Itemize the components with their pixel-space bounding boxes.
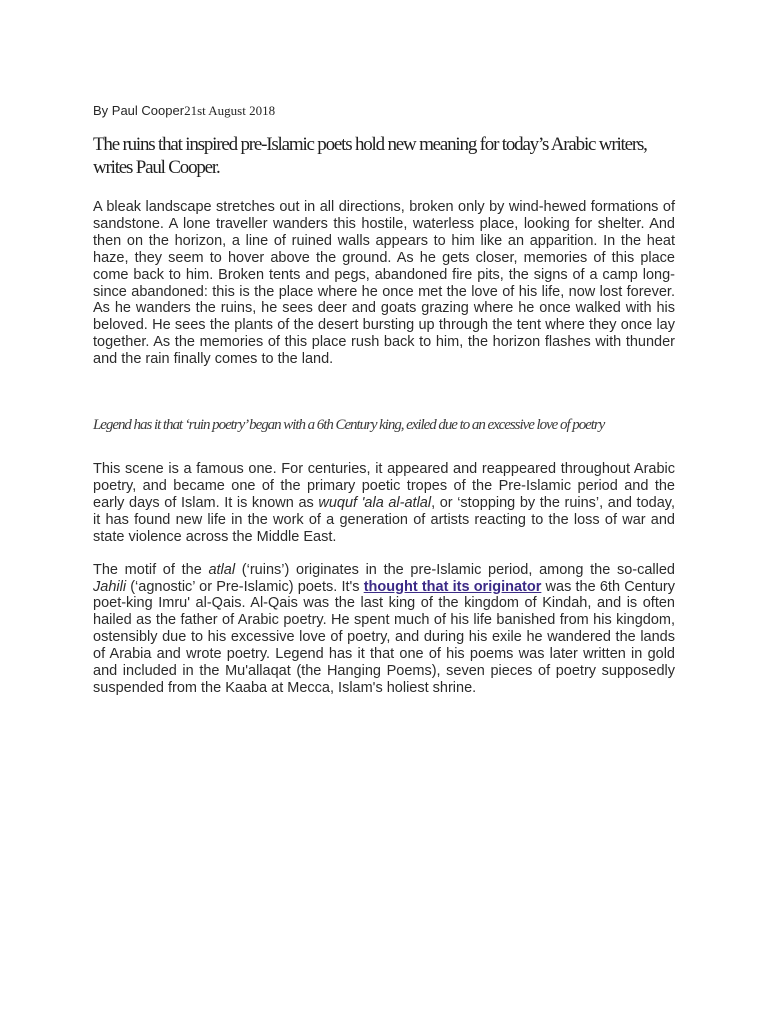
paragraph-scene [93,461,675,546]
paragraph-scene-text-1: This scene is a famous one. For centuries, it appeared and reappeared throughout Arabic poetry, and became one of the primary poetic tropes of the Pre-Islamic period and the early days of Islam. It is known as [93,461,675,511]
originator-link[interactable]: thought that its originator [363,578,542,595]
paragraph-motif-italic-atlal: atlal [208,561,236,578]
paragraph-motif-text-4: was the 6th Century poet-king Imru' al-Qais. Al-Qais was the last king of the kingdom of Kindah, and is often hailed as the father of Arabic poetry. He spent much of his life banished from his kingdom, ostensibly due to his excessive love of poetry, and during his exile he wandered the lands of Arabia and wrote poetry. Legend has it that one of his poems was later written in gold and included in the Mu'allaqat (the Hanging Poems), seven pieces of poetry supposedly suspended from the Kaaba at Mecca, Islam's holiest shrine. [93,578,675,696]
paragraph-motif-text-3: (‘agnostic’ or Pre-Islamic) poets. It's [126,578,364,595]
article [93,100,675,697]
paragraph-intro: A bleak landscape stretches out in all directions, broken only by wind-hewed formations of sandstone. A lone traveller wanders this hostile, waterless place, looking for shelter. And then on the horizon, a line of ruined walls appears to him like an apparition. In the heat haze, they seem to hover above the ground. As he gets closer, memories of this place come back to him. Broken tents and pegs, abandoned fire pits, the signs of a camp long-since abandoned: this is the place where he once met the love of his life, now lost forever. As he wanders the ruins, he sees deer and goats grazing where he once walked with his beloved. He sees the plants of the desert bursting up through the tent where they once lay together. As the memories of this place rush back to him, the horizon flashes with thunder and the rain finally comes to the land. [93,199,675,368]
pull-quote: Legend has it that ‘ruin poetry’ began with a 6th Century king, exiled due to an excessive love of poetry [93,417,605,434]
paragraph-scene-text-2: , or ‘stopping by the ruins’, and today, it has found new life in the work of a generation of artists reacting to the loss of war and state violence across the Middle East. [93,494,675,545]
paragraph-motif-text-1: The motif of the [93,561,209,578]
article-headline: The ruins that inspired pre-Islamic poets hold new meaning for today’s Arabic writers, writes Paul Cooper. [93,134,647,178]
byline-author: By Paul Cooper [93,103,185,118]
paragraph-motif-italic-jahili: Jahili [93,578,127,595]
byline [93,100,675,122]
paragraph-scene-italic: wuquf 'ala al-atlal [318,494,432,511]
paragraph-motif [93,562,675,697]
paragraph-motif-text-2: (‘ruins’) originates in the pre-Islamic period, among the so-called [235,561,675,578]
byline-date: 21st August 2018 [184,103,276,118]
